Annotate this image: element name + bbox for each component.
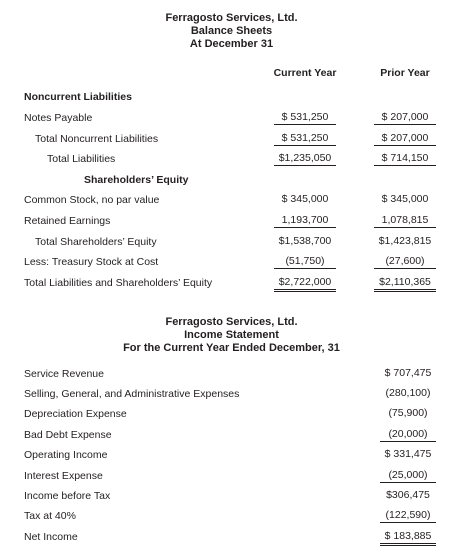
row-label: Tax at 40% (24, 510, 76, 522)
is-row-tax (0, 508, 463, 524)
current-year-value: $ 345,000 (281, 193, 329, 205)
current-year-value: (51,750) (274, 254, 336, 269)
prior-year-value: $ 207,000 (374, 110, 436, 125)
row-label: Retained Earnings (24, 215, 111, 227)
bs-row-common-stock (0, 192, 463, 208)
amount-value: (25,000) (380, 468, 436, 483)
is-row-income-before-tax (0, 488, 463, 504)
row-label: Net Income (24, 531, 78, 543)
row-label: Service Revenue (24, 368, 104, 380)
bs-row-total-liabilities-and-equity (0, 275, 463, 291)
amount-value: $ 183,885 (380, 529, 436, 546)
current-year-value: $ 531,250 (274, 131, 336, 146)
row-label: Income before Tax (24, 490, 111, 502)
bs-title: Balance Sheets (190, 25, 273, 37)
amount-value: $ 707,475 (384, 367, 432, 379)
col-header-prior-year: Prior Year (380, 67, 430, 79)
col-header-current-year: Current Year (273, 67, 337, 79)
amount-value: $ 331,475 (384, 448, 432, 460)
is-row-depreciation-expense (0, 406, 463, 422)
row-label: Less: Treasury Stock at Cost (24, 256, 159, 268)
row-label: Notes Payable (24, 112, 93, 124)
current-year-value: $1,235,050 (274, 151, 336, 166)
is-row-sga-expenses (0, 386, 463, 402)
section-label: Noncurrent Liabilities (24, 91, 132, 103)
prior-year-value: 1,078,815 (374, 213, 436, 228)
amount-value: (122,590) (380, 508, 436, 523)
row-label: Total Shareholders’ Equity (35, 236, 157, 248)
row-label: Interest Expense (24, 470, 103, 482)
amount-value: (20,000) (380, 427, 436, 442)
is-row-bad-debt-expense (0, 427, 463, 443)
is-row-service-revenue (0, 366, 463, 382)
row-label: Bad Debt Expense (24, 429, 112, 441)
prior-year-value: $ 345,000 (381, 193, 429, 205)
row-label: Total Liabilities (47, 153, 116, 165)
row-label: Operating Income (24, 449, 108, 461)
prior-year-value: $2,110,365 (374, 275, 436, 292)
is-title: Income Statement (184, 329, 279, 341)
row-label: Selling, General, and Administrative Expenses (24, 388, 240, 400)
bs-date: At December 31 (189, 38, 274, 50)
row-label: Common Stock, no par value (24, 194, 160, 206)
amount-value: (75,900) (388, 407, 428, 419)
bs-row-retained-earnings (0, 213, 463, 229)
is-company-name: Ferragosto Services, Ltd. (165, 316, 298, 328)
section-noncurrent-liabilities (0, 89, 463, 105)
current-year-value: $1,538,700 (278, 235, 332, 247)
prior-year-value: $ 207,000 (374, 131, 436, 146)
bs-row-notes-payable (0, 110, 463, 126)
section-shareholders-equity (0, 172, 463, 188)
is-period: For the Current Year Ended December, 31 (123, 342, 340, 354)
is-row-net-income (0, 529, 463, 545)
current-year-value: $2,722,000 (274, 275, 336, 292)
prior-year-value: $ 714,150 (374, 151, 436, 166)
is-row-interest-expense (0, 468, 463, 484)
row-label: Total Liabilities and Shareholders’ Equity (24, 277, 213, 289)
bs-row-treasury-stock (0, 254, 463, 270)
amount-value: (280,100) (385, 387, 431, 399)
bs-row-total-liabilities (0, 151, 463, 167)
bs-row-total-shareholders-equity (0, 234, 463, 250)
section-label: Shareholders’ Equity (84, 174, 189, 186)
current-year-value: $ 531,250 (274, 110, 336, 125)
current-year-value: 1,193,700 (274, 213, 336, 228)
income-statement-header (0, 316, 463, 355)
bs-row-total-noncurrent-liabilities (0, 131, 463, 147)
is-row-operating-income (0, 447, 463, 463)
bs-company-name: Ferragosto Services, Ltd. (165, 12, 298, 24)
prior-year-value: $1,423,815 (378, 235, 432, 247)
balance-sheet-header (0, 12, 463, 51)
prior-year-value: (27,600) (374, 254, 436, 269)
amount-value: $306,475 (386, 489, 430, 501)
row-label: Depreciation Expense (24, 408, 127, 420)
row-label: Total Noncurrent Liabilities (35, 133, 159, 145)
